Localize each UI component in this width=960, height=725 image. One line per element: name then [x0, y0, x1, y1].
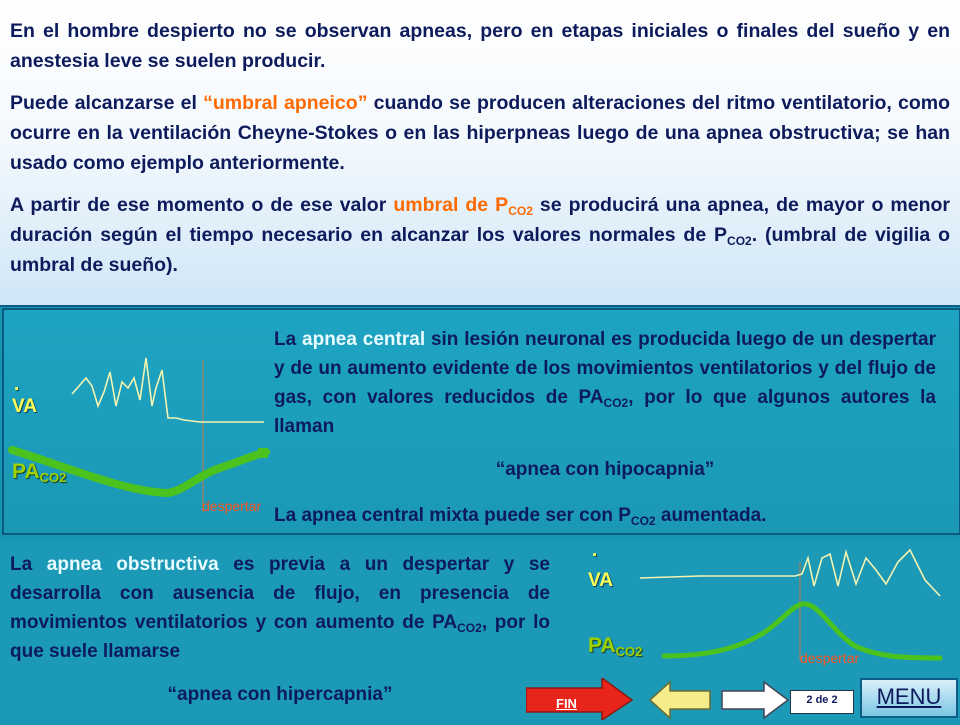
obstructive-pa-sub: CO2 [615, 644, 643, 659]
central-mixta-text [274, 501, 936, 530]
obstructive-apnea-text [10, 550, 550, 666]
arrow-left-icon [648, 680, 712, 720]
obstructive-va-label: VA [588, 570, 613, 591]
central-despertar-label: despertar [202, 498, 262, 514]
p3-text-a: A partir de ese momento o de ese valor [10, 194, 394, 216]
obstructive-va-dot: . [592, 540, 598, 561]
central-pa-text: PA [12, 460, 40, 483]
mixta-text-b: aumentada. [655, 505, 767, 526]
menu-label: MENU [876, 684, 942, 709]
central-quote: “apnea con hipocapnia” [495, 459, 715, 480]
central-va-curve [72, 358, 264, 422]
p2-text-a: Puede alcanzarse el [10, 92, 204, 114]
central-text-c: , por lo que algunos autores la llaman [274, 387, 936, 437]
obstructive-va-curve [640, 550, 940, 596]
arrow-right-icon [720, 680, 790, 720]
central-text-b: sin lesión neuronal es producida luego de un despertar y de un aumento evidente de los movimientos ventilatorios y del flujo de gas, con valores reducidos de PA [274, 329, 936, 408]
mixta-sub: CO2 [630, 514, 656, 528]
page-indicator-text: 2 de 2 [806, 694, 838, 706]
central-va-dot: . [14, 374, 20, 395]
central-pa-marker [258, 448, 268, 458]
top-panel [0, 0, 960, 307]
obstructive-pa-text: PA [588, 634, 616, 657]
obstructive-highlight: apnea obstructiva [46, 554, 219, 575]
next-button[interactable] [720, 680, 790, 725]
page-indicator [790, 690, 854, 714]
obstructive-paco2-label [588, 634, 642, 658]
prev-button[interactable] [648, 680, 712, 725]
p2-text-b: cuando se producen alteraciones del ritmo ventilatorio, como ocurre en la ventilación Cheyne-Stokes o en las hiperpneas luego de una apnea obstructiva; se han usado como ejemplo anteriormente. [10, 92, 950, 174]
p2-highlight: “umbral apneico” [203, 92, 368, 114]
central-apnea-text [274, 325, 936, 441]
obstructive-text-a: La [10, 554, 47, 575]
central-highlight: apnea central [302, 329, 426, 350]
paragraph-apneas-sleep [10, 16, 950, 76]
obstructive-text-c: , por lo que suele llamarse [10, 612, 551, 662]
paragraph-umbral-pco2 [10, 190, 950, 280]
obstructive-apnea-graph [580, 540, 960, 680]
fin-button[interactable] [526, 678, 634, 720]
obstructive-text-b: es previa a un despertar y se desarrolla con ausencia de flujo, en presencia de movimientos ventilatorios y con aumento de PA [10, 554, 551, 633]
central-sub: CO2 [603, 396, 629, 410]
fin-label: FIN [556, 696, 577, 711]
central-text-a: La [274, 329, 303, 350]
paragraph-umbral-apneico [10, 88, 950, 178]
mixta-text-a: La apnea central mixta puede ser con P [274, 505, 631, 526]
p3-text-c: . (umbral de vigilia o umbral de sueño). [10, 224, 950, 276]
p3-highlight-text: umbral de P [393, 194, 509, 216]
obstructive-quote: “apnea con hipercapnia” [167, 684, 393, 705]
central-pa-sub: CO2 [39, 470, 67, 485]
menu-button[interactable] [860, 678, 958, 718]
p1-text: En el hombre despierto no se observan apneas, pero en etapas iniciales o finales del sueño y en anestesia leve se suelen producir. [10, 20, 950, 72]
p3-text-b: se producirá una apnea, de mayor o menor duración según el tiempo necesario en alcanzar los valores normales de P [10, 194, 950, 246]
fin-arrow-icon [526, 678, 634, 720]
p3-highlight [393, 194, 533, 216]
central-va-label: VA [12, 396, 37, 417]
p3-sub: CO2 [727, 234, 752, 248]
central-paco2-label [12, 460, 66, 484]
p3-highlight-sub: CO2 [508, 204, 533, 218]
obstructive-despertar-label: despertar [800, 650, 860, 666]
obstructive-sub: CO2 [457, 621, 482, 635]
